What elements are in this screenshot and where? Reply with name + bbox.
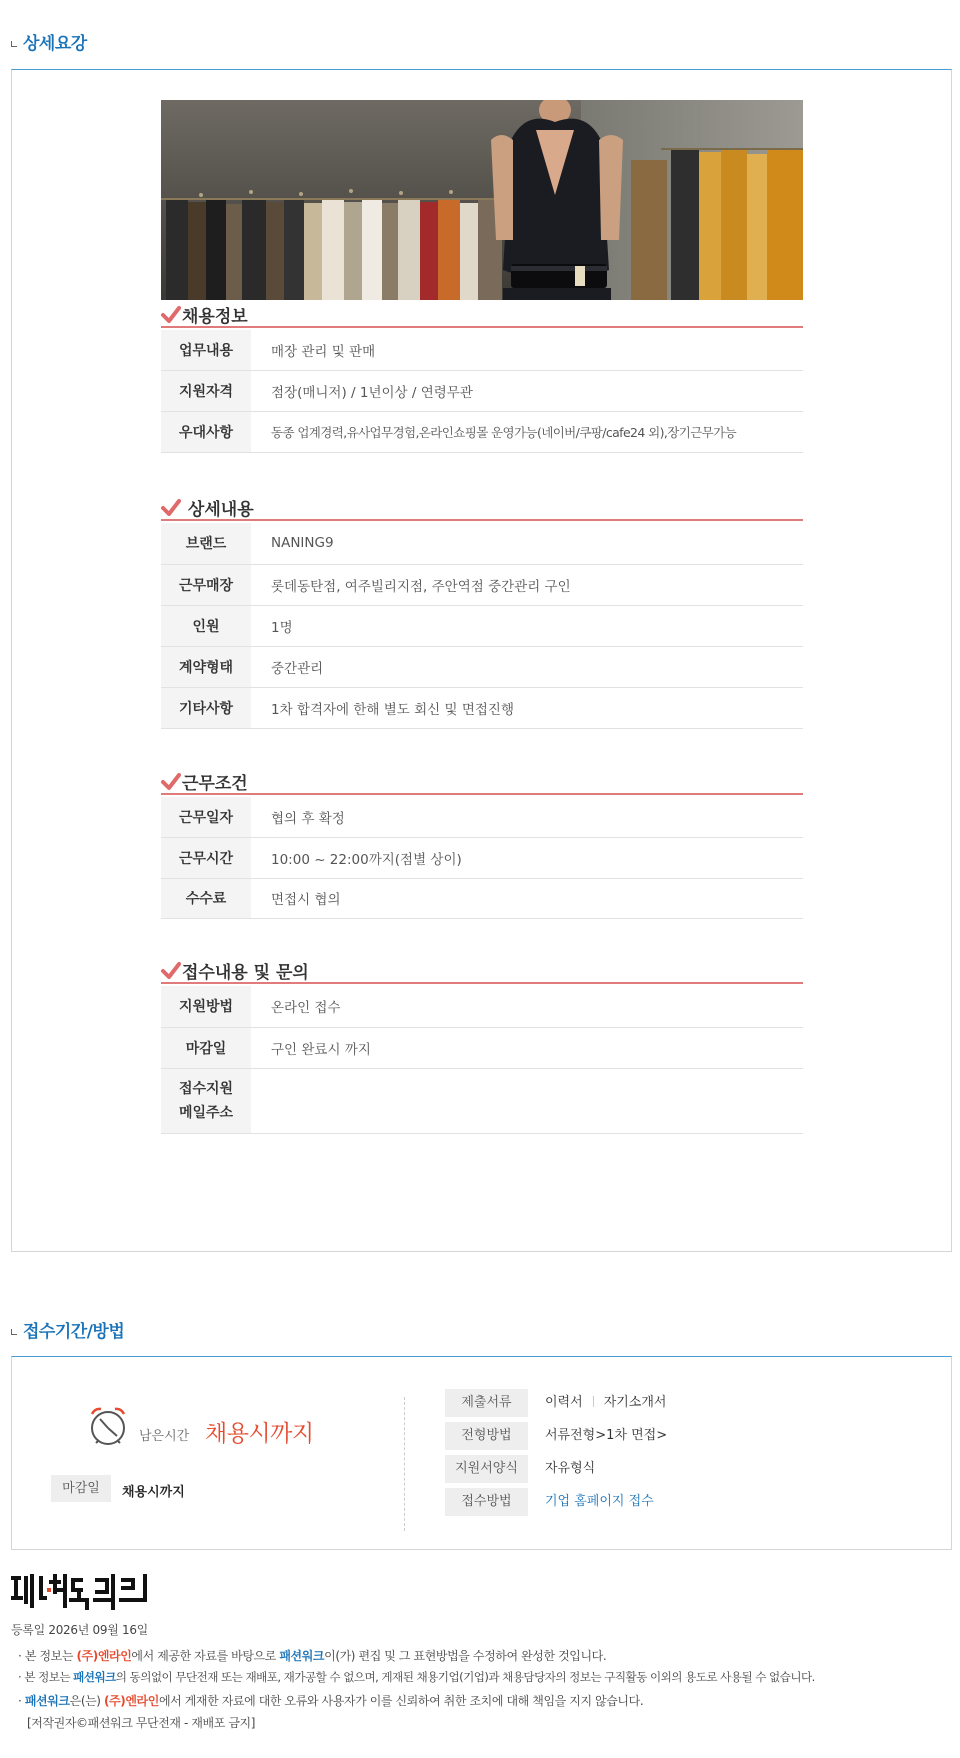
row-label: 브랜드: [161, 523, 251, 564]
corner-mark-icon: [11, 41, 17, 47]
company-homepage-link[interactable]: 기업 홈페이지 접수: [545, 1494, 654, 1509]
process-value: 서류전형>1차 면접>: [545, 1428, 668, 1443]
subsection-title-hiring: 채용정보: [161, 302, 803, 328]
deadline-value: 채용시까지: [122, 1485, 185, 1500]
table-row: [161, 878, 803, 918]
detail-box: [11, 69, 952, 1252]
section-title-apply: 접수기간/방법: [11, 1317, 124, 1342]
row-value: 중간관리: [251, 646, 803, 687]
table-row: [161, 837, 803, 878]
row-label: 계약형태: [161, 646, 251, 687]
row-label: 근무시간: [161, 837, 251, 878]
registration-date: 등록일 2026년 09월 16일: [11, 1623, 148, 1637]
notice-line-3: · 패션워크은(는) (주)엔라인에서 게재한 자료에 대한 오류와 사용자가 이를 신뢰하여 취한 조치에 대해 책임을 지지 않습니다.: [18, 1694, 644, 1708]
form-value: 자유형식: [545, 1461, 596, 1476]
remain-time-value: 채용시까지: [205, 1421, 314, 1447]
docs-label: 제출서류: [445, 1389, 528, 1417]
check-icon: [161, 305, 181, 325]
row-value: 동종 업계경력,유사업무경험,온라인쇼핑몰 운영가능(네이버/쿠팡/cafe24 외),장기근무가능: [251, 411, 803, 452]
row-value: 롯데동탄점, 여주빌리지점, 주안역점 중간관리 구인: [251, 564, 803, 605]
row-label: 수수료: [161, 878, 251, 918]
check-icon: [161, 498, 181, 518]
row-value: 10:00 ~ 22:00까지(점별 상이): [251, 837, 803, 878]
row-label: 마감일: [161, 1027, 251, 1068]
row-value: NANING9: [251, 523, 803, 564]
remain-time-label: 남은시간: [139, 1429, 190, 1444]
docs-value: 이력서 자기소개서: [545, 1395, 667, 1410]
email-value: [251, 1068, 803, 1133]
details-table: [161, 523, 803, 729]
row-label: 기타사항: [161, 687, 251, 728]
subsection-title-details: 상세내용: [161, 495, 803, 521]
row-value: 1차 합격자에 한해 별도 회신 및 면접진행: [251, 687, 803, 728]
job-banner-image: [161, 100, 803, 300]
row-label: 근무매장: [161, 564, 251, 605]
table-row: [161, 797, 803, 837]
row-label: 지원방법: [161, 986, 251, 1027]
banner-illustration: [161, 100, 803, 300]
conditions-table: [161, 797, 803, 919]
table-row: [161, 523, 803, 564]
copyright-notice: [저작권자©패션워크 무단전재 - 재배포 금지]: [27, 1716, 256, 1730]
table-row: [161, 687, 803, 728]
method-label: 접수방법: [445, 1488, 528, 1516]
corner-mark-icon: [11, 1329, 17, 1335]
check-icon: [161, 961, 181, 981]
vertical-divider: [404, 1397, 405, 1531]
row-value: 협의 후 확정: [251, 797, 803, 837]
table-row: [161, 330, 803, 370]
table-row: [161, 564, 803, 605]
row-label: 근무일자: [161, 797, 251, 837]
table-row: [161, 370, 803, 411]
row-value: 매장 관리 및 판매: [251, 330, 803, 370]
row-value: 면접시 협의: [251, 878, 803, 918]
process-label: 전형방법: [445, 1422, 528, 1450]
table-row: [161, 1027, 803, 1068]
row-label: 업무내용: [161, 330, 251, 370]
section-title-detail: 상세요강: [11, 29, 87, 54]
row-label: 인원: [161, 605, 251, 646]
table-row: [161, 1068, 803, 1133]
hiring-info-table: [161, 330, 803, 453]
check-icon: [161, 772, 181, 792]
deadline-label: 마감일: [51, 1475, 111, 1502]
notice-line-2: · 본 정보는 패션워크의 동의없이 무단전재 또는 재배포, 재가공할 수 없으며, 게재된 채용기업(기업)과 채용담당자의 정보는 구직활동 이외의 용도로 사용될 수 없습니다.: [18, 1670, 815, 1684]
reception-table: [161, 986, 803, 1134]
row-label: 우대사항: [161, 411, 251, 452]
table-row: [161, 411, 803, 452]
table-row: [161, 986, 803, 1027]
fashionwork-logo: [11, 1572, 151, 1614]
apply-box: [11, 1356, 952, 1550]
notice-line-1: · 본 정보는 (주)엔라인에서 제공한 자료를 바탕으로 패션워크이(가) 편집 및 그 표현방법을 수정하여 완성한 것입니다.: [18, 1649, 607, 1663]
row-value: 1명: [251, 605, 803, 646]
table-row: [161, 605, 803, 646]
row-label: 지원자격: [161, 370, 251, 411]
table-row: [161, 646, 803, 687]
alarm-clock-icon: [86, 1403, 130, 1447]
row-value: 점장(매니저) / 1년이상 / 연령무관: [251, 370, 803, 411]
row-label: 접수지원 메일주소: [161, 1068, 251, 1133]
subsection-title-reception: 접수내용 및 문의: [161, 958, 803, 984]
subsection-title-conditions: 근무조건: [161, 769, 803, 795]
row-value: 온라인 접수: [251, 986, 803, 1027]
separator: [593, 1396, 594, 1407]
form-label: 지원서양식: [445, 1455, 528, 1483]
row-value: 구인 완료시 까지: [251, 1027, 803, 1068]
